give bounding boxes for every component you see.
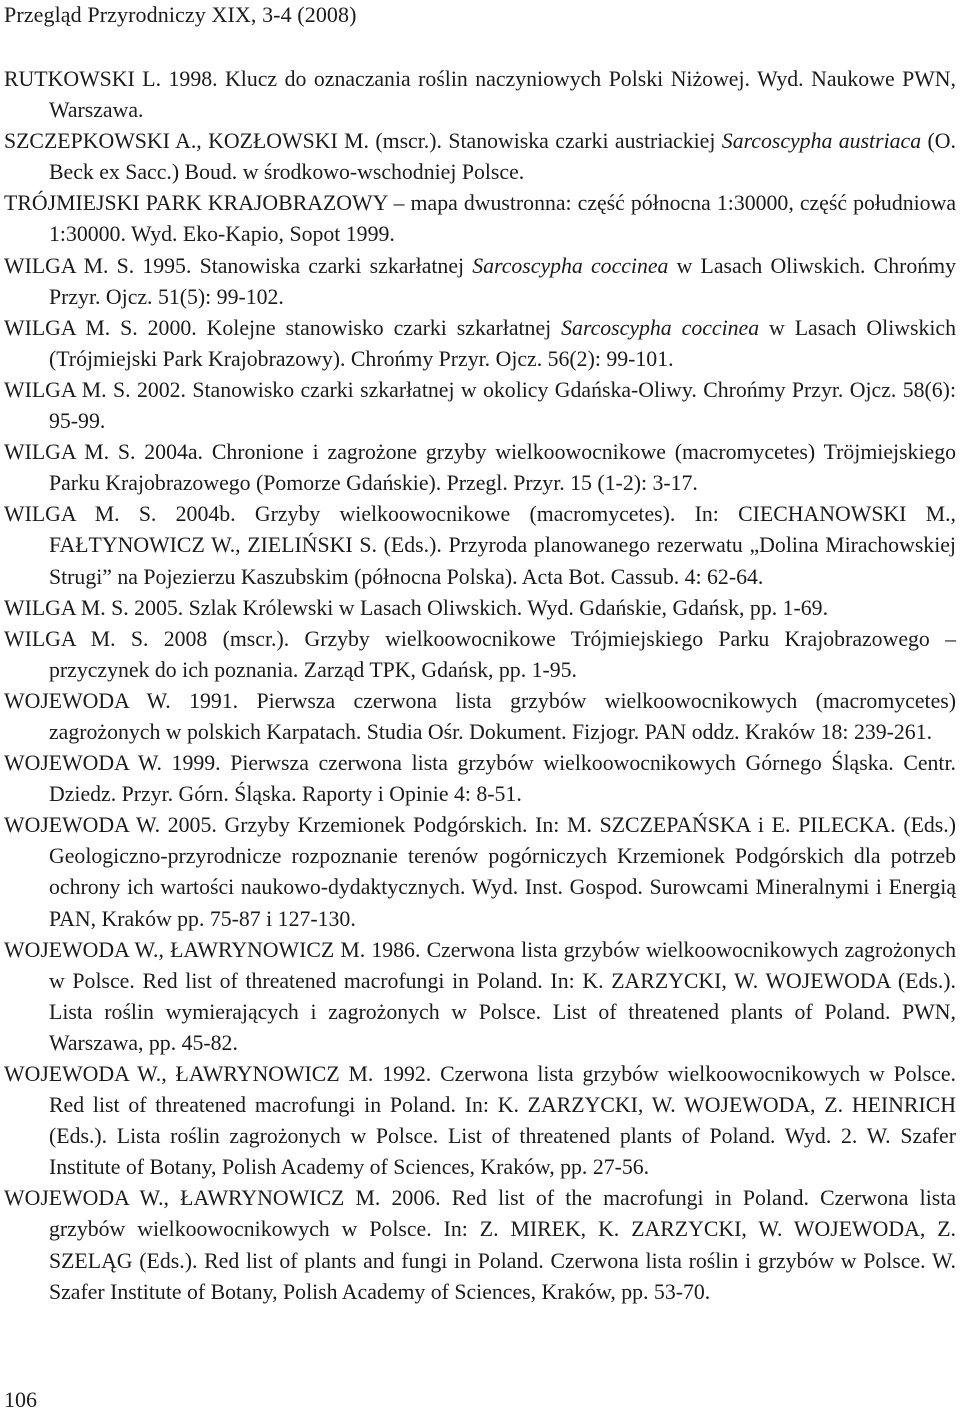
reference-text: WOJEWODA W. 2005. Grzyby Krzemionek Podgórskich. In: M. SZCZEPAŃSKA i E. PILECKA. (Eds.) Geologiczno-przyrodnicze rozpoznanie terenów pogórniczych Krzemionek Podgórskich dla potrzeb ochrony ich wartości naukowo-dydaktycznych. Wyd. Inst. Gospod. Surowcami Mineralnymi i Energią PAN, Kraków pp. 75-87 i 127-130.: [4, 813, 956, 931]
reference-text: RUTKOWSKI L. 1998. Klucz do oznaczania roślin naczyniowych Polski Niżowej. Wyd. Naukowe PWN, Warszawa.: [4, 67, 956, 123]
reference-text: WOJEWODA W., ŁAWRYNOWICZ M. 1986. Czerwona lista grzybów wielkoowocnikowych zagrożonych w Polsce. Red list of threatened macrofungi in Poland. In: K. ZARZYCKI, W. WOJEWODA (Eds.). Lista roślin wymierających i zagrożonych w Polsce. List of threatened plants of Poland. PWN, Warszawa, pp. 45-82.: [4, 937, 956, 1055]
reference-entry: [0, 499, 960, 592]
reference-entry: [0, 935, 960, 1059]
running-head: Przegląd Przyrodniczy XIX, 3-4 (2008): [4, 2, 357, 27]
reference-list: [0, 64, 960, 1308]
reference-entry: [0, 375, 960, 437]
reference-entry: [0, 437, 960, 499]
reference-entry: [0, 64, 960, 126]
reference-italic-text: Sarcoscypha coccinea: [472, 253, 669, 278]
reference-text: WILGA M. S. 2005. Szlak Królewski w Lasach Oliwskich. Wyd. Gdańskie, Gdańsk, pp. 1-69.: [4, 595, 829, 620]
reference-text: WILGA M. S. 2008 (mscr.). Grzyby wielkoowocnikowe Trójmiejskiego Parku Krajobrazowego – przyczynek do ich poznania. Zarząd TPK, Gdańsk, pp. 1-95.: [4, 626, 956, 682]
reference-text: w Lasach Oliwskich (Trójmiejski Park Krajobrazowy). Chrońmy Przyr. Ojcz. 56(2): 99-101.: [49, 315, 956, 371]
reference-text: WILGA M. S. 2002. Stanowisko czarki szkarłatnej w okolicy Gdańska-Oliwy. Chrońmy Przyr. Ojcz. 58(6): 95-99.: [4, 377, 956, 434]
reference-entry: [0, 748, 960, 810]
reference-text: TRÓJMIEJSKI PARK KRAJOBRAZOWY – mapa dwustronna: część północna 1:30000, część południowa 1:30000. Wyd. Eko-Kapio, Sopot 1999.: [4, 191, 956, 247]
reference-entry: [0, 686, 960, 748]
reference-entry: [0, 1059, 960, 1183]
reference-text: WOJEWODA W., ŁAWRYNOWICZ M. 2006. Red list of the macrofungi in Poland. Czerwona lista grzybów wielkoowocnikowych w Polsce. In: Z. MIREK, K. ZARZYCKI, W. WOJEWODA, Z. SZELĄG (Eds.). Red list of plants and fungi in Poland. Czerwona lista roślin i grzybów w Polsce. W. Szafer Institute of Botany, Polish Academy of Sciences, Kraków, pp. 53-70.: [4, 1186, 956, 1304]
reference-entry: [0, 126, 960, 188]
reference-text: (O. Beck ex Sacc.) Boud. w środkowo-wschodniej Polsce.: [49, 129, 956, 185]
reference-text: WOJEWODA W. 1999. Pierwsza czerwona lista grzybów wielkoowocnikowych Górnego Śląska. Centr. Dziedz. Przyr. Górn. Śląska. Raporty i Opinie 4: 8-51.: [4, 751, 956, 807]
reference-text: WOJEWODA W., ŁAWRYNOWICZ M. 1992. Czerwona lista grzybów wielkoowocnikowych w Polsce. Red list of threatened macrofungi in Poland. In: K. ZARZYCKI, W. WOJEWODA, Z. HEINRICH (Eds.). Lista roślin zagrożonych w Polsce. List of threatened plants of Poland. Wyd. 2. W. Szafer Institute of Botany, Polish Academy of Sciences, Kraków, pp. 27-56.: [4, 1062, 956, 1180]
reference-entry: [0, 593, 960, 624]
reference-text: WOJEWODA W. 1991. Pierwsza czerwona lista grzybów wielkoowocnikowych (macromycetes) zagrożonych w polskich Karpatach. Studia Ośr. Dokument. Fizjogr. PAN oddz. Kraków 18: 239-261.: [4, 688, 956, 744]
reference-entry: [0, 251, 960, 313]
reference-text: WILGA M. S. 1995. Stanowiska czarki szkarłatnej: [4, 253, 473, 278]
reference-italic-text: Sarcoscypha austriaca: [721, 129, 922, 154]
reference-text: SZCZEPKOWSKI A., KOZŁOWSKI M. (mscr.). Stanowiska czarki austriackiej: [4, 129, 722, 154]
reference-entry: [0, 624, 960, 686]
reference-text: WILGA M. S. 2004a. Chronione i zagrożone grzyby wielkoowocnikowe (macromycetes) Tröjmiejskiego Parku Krajobrazowego (Pomorze Gdańskie). Przegl. Przyr. 15 (1-2): 3-17.: [4, 440, 956, 496]
reference-entry: [0, 313, 960, 375]
reference-italic-text: Sarcoscypha coccinea: [561, 315, 760, 340]
reference-text: w Lasach Oliwskich. Chrońmy Przyr. Ojcz. 51(5): 99-102.: [49, 253, 957, 309]
page-number: 106: [4, 1387, 37, 1412]
reference-entry: [0, 1183, 960, 1307]
reference-text: WILGA M. S. 2000. Kolejne stanowisko czarki szkarłatnej: [4, 315, 562, 340]
reference-entry: [0, 810, 960, 934]
reference-entry: [0, 188, 960, 250]
reference-text: WILGA M. S. 2004b. Grzyby wielkoowocnikowe (macromycetes). In: CIECHANOWSKI M., FAŁTYNOWICZ W., ZIELIŃSKI S. (Eds.). Przyroda planowanego rezerwatu „Dolina Mirachowskiej Strugi” na Pojezierzu Kaszubskim (północna Polska). Acta Bot. Cassub. 4: 62-64.: [4, 502, 956, 589]
